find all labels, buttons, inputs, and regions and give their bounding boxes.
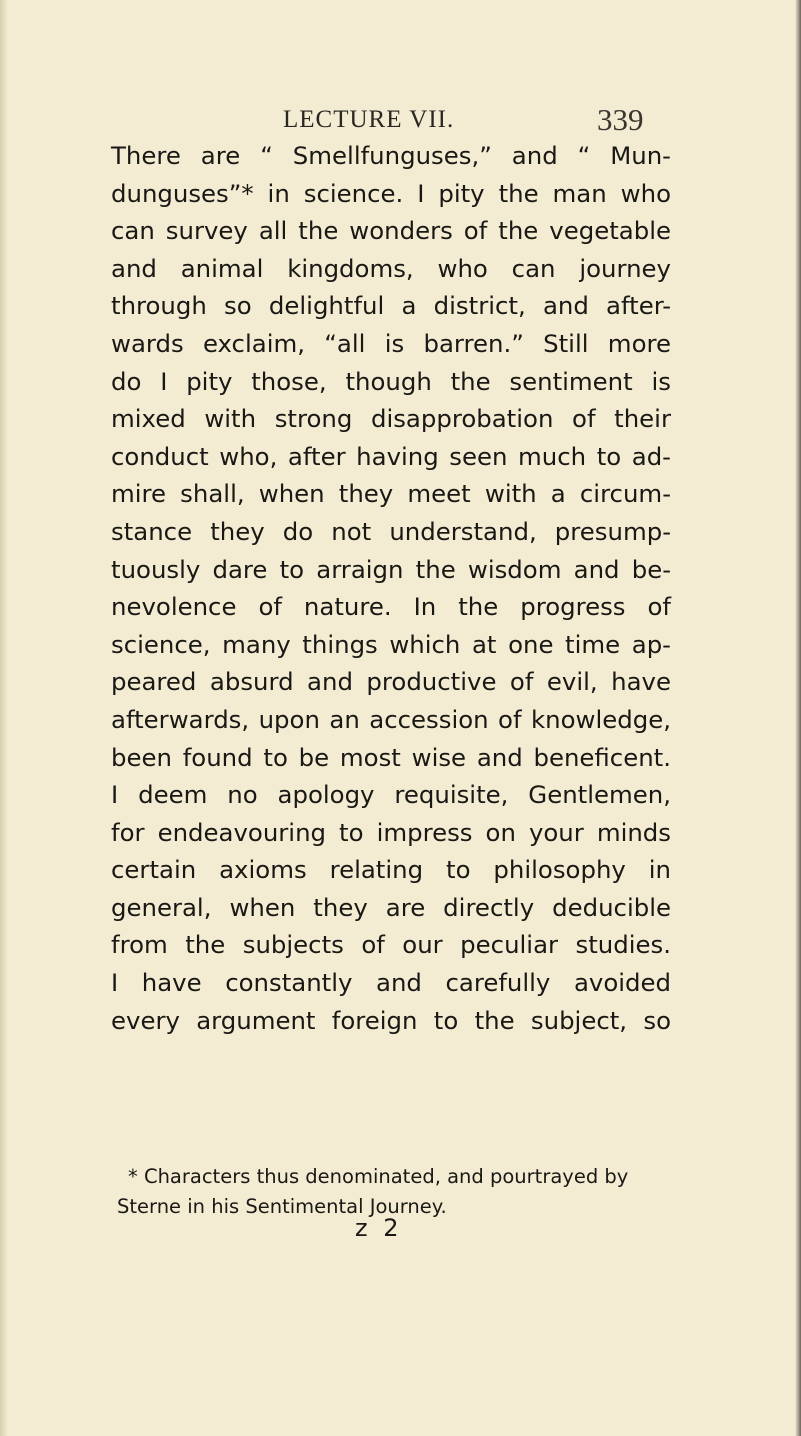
text-line: through so delightful a district, and after- bbox=[111, 291, 671, 321]
page-edge-right bbox=[795, 0, 801, 1436]
text-line: dunguses”* in science. I pity the man who bbox=[111, 178, 671, 208]
text-line: been found to be most wise and beneficent. bbox=[111, 742, 671, 772]
text-line: general, when they are directly deducible bbox=[111, 892, 671, 922]
page-number: 339 bbox=[597, 102, 644, 137]
footnote-line: * Characters thus denominated, and pourtrayed by bbox=[128, 1165, 629, 1188]
text-line: nevolence of nature. In the progress of bbox=[111, 592, 671, 622]
running-head: LECTURE VII. bbox=[283, 106, 455, 133]
text-line: mire shall, when they meet with a circum- bbox=[111, 479, 671, 509]
footnote bbox=[117, 1162, 673, 1222]
footnote-line: Sterne in his Sentimental Journey. bbox=[117, 1195, 447, 1218]
text-line: tuously dare to arraign the wisdom and be- bbox=[111, 554, 671, 584]
page-edge-left bbox=[0, 0, 8, 1436]
text-line: science, many things which at one time ap- bbox=[111, 629, 671, 659]
signature-mark: z 2 bbox=[355, 1214, 403, 1242]
text-line: for endeavouring to impress on your minds bbox=[111, 817, 671, 847]
text-line: afterwards, upon an accession of knowledge, bbox=[111, 704, 671, 734]
text-line: peared absurd and productive of evil, have bbox=[111, 667, 671, 697]
text-line: mixed with strong disapprobation of their bbox=[111, 404, 671, 434]
text-line: certain axioms relating to philosophy in bbox=[111, 855, 671, 885]
page-header bbox=[0, 102, 801, 142]
text-line: from the subjects of our peculiar studies. bbox=[111, 930, 671, 960]
body-text bbox=[111, 137, 671, 1039]
text-line: stance they do not understand, presump- bbox=[111, 516, 671, 546]
text-line: There are “ Smellfunguses,” and “ Mun- bbox=[111, 141, 671, 170]
text-line: can survey all the wonders of the vegetable bbox=[111, 216, 671, 246]
text-line: I deem no apology requisite, Gentlemen, bbox=[111, 780, 671, 810]
text-line: conduct who, after having seen much to ad- bbox=[111, 441, 671, 471]
text-line: I have constantly and carefully avoided bbox=[111, 968, 671, 998]
text-line: do I pity those, though the sentiment is bbox=[111, 366, 671, 396]
text-line: and animal kingdoms, who can journey bbox=[111, 253, 671, 283]
text-line: wards exclaim, “all is barren.” Still more bbox=[111, 328, 671, 358]
text-line: every argument foreign to the subject, so bbox=[111, 1005, 671, 1035]
